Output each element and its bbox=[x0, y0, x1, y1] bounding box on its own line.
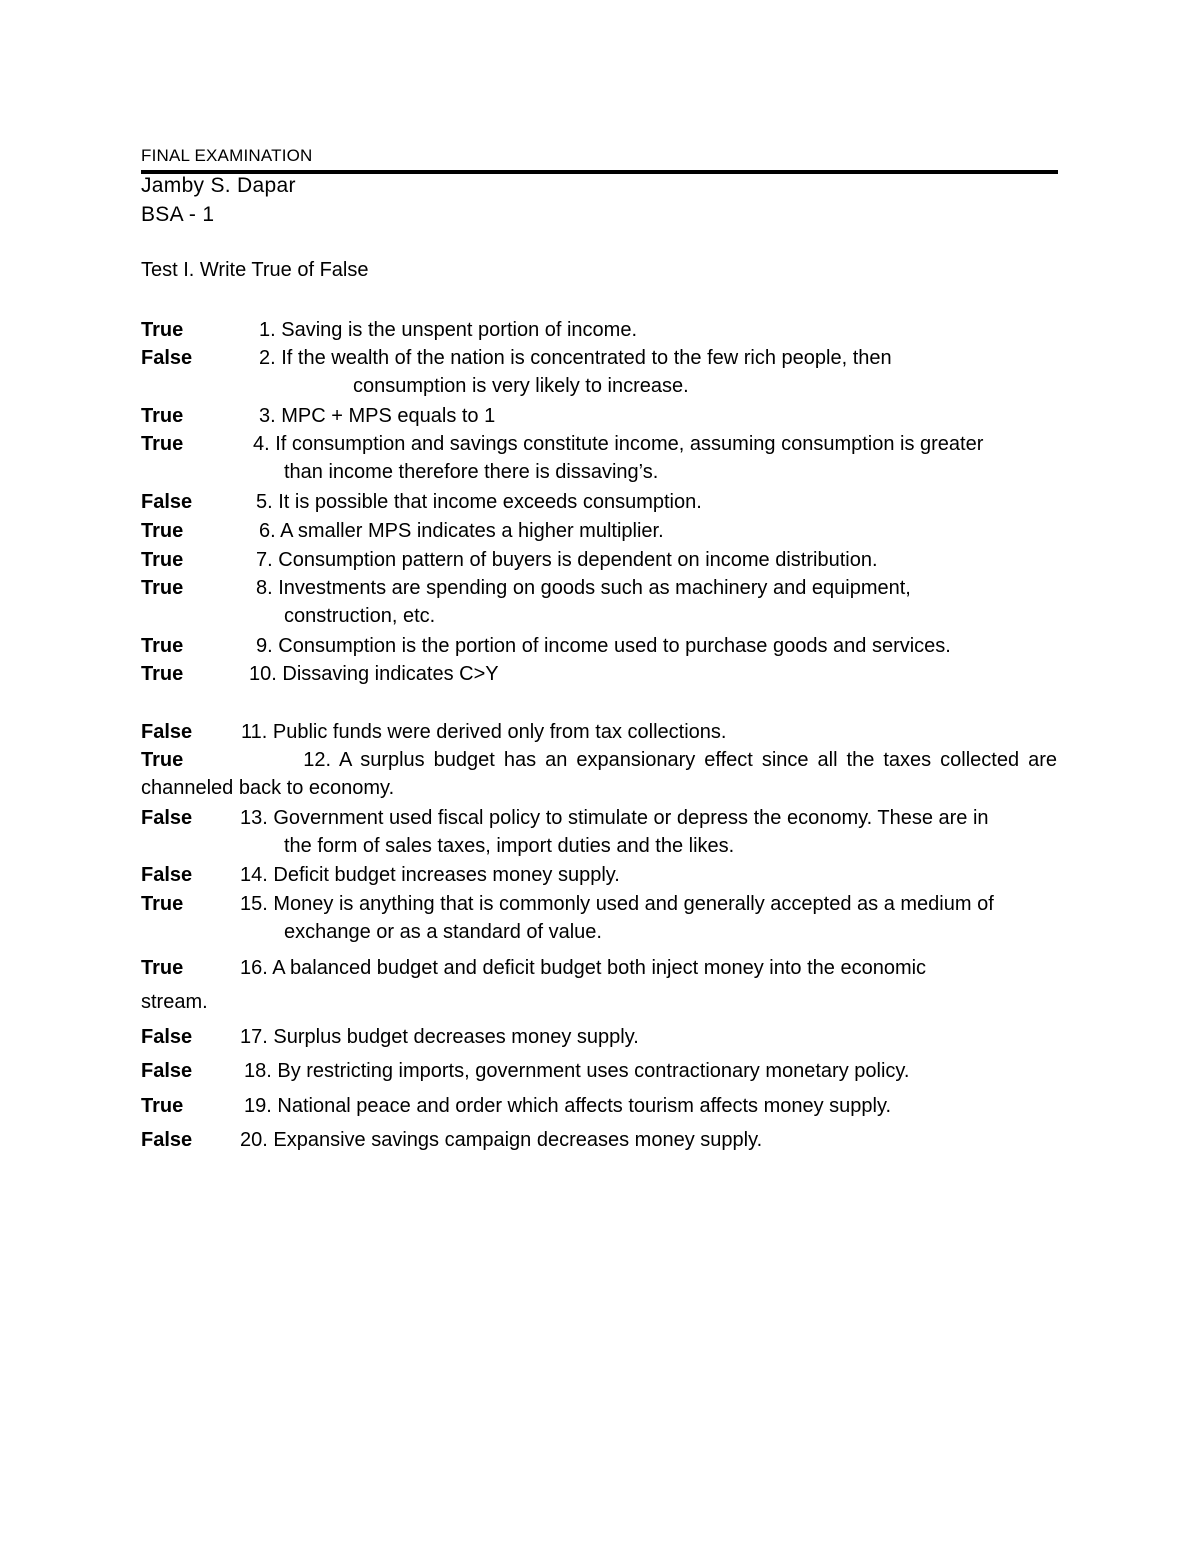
question-text: If the wealth of the nation is concentrated to the few rich people, then bbox=[281, 347, 892, 369]
answer-label: True bbox=[141, 577, 184, 599]
answer-label: True bbox=[141, 1095, 184, 1117]
question-text: Expansive savings campaign decreases money supply. bbox=[273, 1129, 763, 1151]
question-text: Money is anything that is commonly used and generally accepted as a medium of bbox=[273, 893, 994, 915]
question-text: MPC + MPS equals to 1 bbox=[281, 405, 496, 427]
question-line bbox=[259, 344, 892, 372]
question-continuation: exchange or as a standard of value. bbox=[284, 921, 602, 943]
answer-label: True bbox=[141, 663, 184, 685]
question-number: 16. bbox=[240, 957, 268, 979]
answer-label: True bbox=[141, 319, 184, 341]
answer-label: True bbox=[141, 635, 184, 657]
question-number: 4. bbox=[253, 433, 270, 455]
header-label: FINAL EXAMINATION bbox=[141, 146, 313, 165]
question-line bbox=[240, 890, 994, 918]
question-number: 13. bbox=[240, 807, 268, 829]
question-text: Dissaving indicates C>Y bbox=[282, 663, 499, 685]
question-text: Government used fiscal policy to stimulate or depress the economy. These are in bbox=[273, 807, 989, 829]
question-number: 20. bbox=[240, 1129, 268, 1151]
answer-label: False bbox=[141, 1026, 193, 1048]
question-continuation: construction, etc. bbox=[284, 605, 436, 627]
question-line bbox=[259, 402, 495, 430]
question-number: 6. bbox=[259, 520, 276, 542]
question-line bbox=[256, 546, 878, 574]
question-number: 10. bbox=[249, 663, 277, 685]
question-text: A surplus budget has an expansionary effect since all the taxes collected are channeled back to economy. bbox=[141, 749, 1058, 799]
question-continuation: stream. bbox=[141, 991, 208, 1013]
question-number: 7. bbox=[256, 549, 273, 571]
question-text: Saving is the unspent portion of income. bbox=[281, 319, 638, 341]
question-number: 17. bbox=[240, 1026, 268, 1048]
question-number: 2. bbox=[259, 347, 276, 369]
question-line bbox=[240, 804, 989, 832]
question-text: Surplus budget decreases money supply. bbox=[273, 1026, 639, 1048]
answer-label: True bbox=[141, 520, 184, 542]
question-continuation: consumption is very likely to increase. bbox=[353, 375, 689, 397]
student-name: Jamby S. Dapar bbox=[141, 174, 296, 197]
answer-label: False bbox=[141, 347, 193, 369]
question-number: 5. bbox=[256, 491, 273, 513]
question-continuation: the form of sales taxes, import duties and the likes. bbox=[284, 835, 735, 857]
question-text: Consumption pattern of buyers is dependent on income distribution. bbox=[278, 549, 878, 571]
question-line bbox=[259, 517, 664, 545]
question-text: If consumption and savings constitute income, assuming consumption is greater bbox=[275, 433, 984, 455]
question-text: Investments are spending on goods such as machinery and equipment, bbox=[278, 577, 911, 599]
answer-label: False bbox=[141, 491, 193, 513]
question-continuation: than income therefore there is dissaving’s. bbox=[284, 461, 659, 483]
question-text: National peace and order which affects tourism affects money supply. bbox=[277, 1095, 892, 1117]
question-line bbox=[244, 1057, 909, 1085]
question-line bbox=[240, 1126, 762, 1154]
answer-label: True bbox=[141, 957, 184, 979]
question-text: Consumption is the portion of income used to purchase goods and services. bbox=[278, 635, 951, 657]
question-text: A smaller MPS indicates a higher multiplier. bbox=[280, 520, 664, 542]
question-line bbox=[240, 861, 620, 889]
answer-label: True bbox=[141, 405, 184, 427]
question-line bbox=[244, 1092, 891, 1120]
question-number: 19. bbox=[244, 1095, 272, 1117]
question-line bbox=[256, 574, 911, 602]
question-line bbox=[256, 488, 702, 516]
question-text: It is possible that income exceeds consumption. bbox=[278, 491, 702, 513]
question-number: 11. bbox=[241, 721, 268, 743]
question-number: 14. bbox=[240, 864, 268, 886]
question-item bbox=[141, 746, 1057, 802]
question-text: Deficit budget increases money supply. bbox=[273, 864, 620, 886]
question-number: 3. bbox=[259, 405, 276, 427]
question-text: A balanced budget and deficit budget both inject money into the economic bbox=[272, 957, 927, 979]
test-title: Test I. Write True of False bbox=[141, 259, 369, 281]
question-line bbox=[241, 718, 726, 746]
question-number: 15. bbox=[240, 893, 268, 915]
question-line bbox=[253, 430, 983, 458]
student-section: BSA - 1 bbox=[141, 203, 215, 226]
answer-label: False bbox=[141, 1129, 193, 1151]
answer-label: True bbox=[141, 893, 184, 915]
answer-label: False bbox=[141, 864, 193, 886]
question-line bbox=[240, 1023, 639, 1051]
answer-label: True bbox=[141, 749, 184, 771]
question-text: Public funds were derived only from tax collections. bbox=[272, 721, 727, 743]
answer-label: True bbox=[141, 549, 184, 571]
question-number: 12. bbox=[303, 749, 332, 771]
question-line bbox=[259, 316, 637, 344]
question-line bbox=[256, 632, 951, 660]
question-line bbox=[240, 954, 926, 982]
question-number: 18. bbox=[244, 1060, 272, 1082]
question-line bbox=[249, 660, 499, 688]
answer-label: False bbox=[141, 721, 193, 743]
answer-label: False bbox=[141, 1060, 193, 1082]
question-number: 8. bbox=[256, 577, 273, 599]
question-number: 1. bbox=[259, 319, 276, 341]
answer-label: True bbox=[141, 433, 184, 455]
answer-label: False bbox=[141, 807, 193, 829]
question-number: 9. bbox=[256, 635, 273, 657]
question-text: By restricting imports, government uses contractionary monetary policy. bbox=[277, 1060, 910, 1082]
